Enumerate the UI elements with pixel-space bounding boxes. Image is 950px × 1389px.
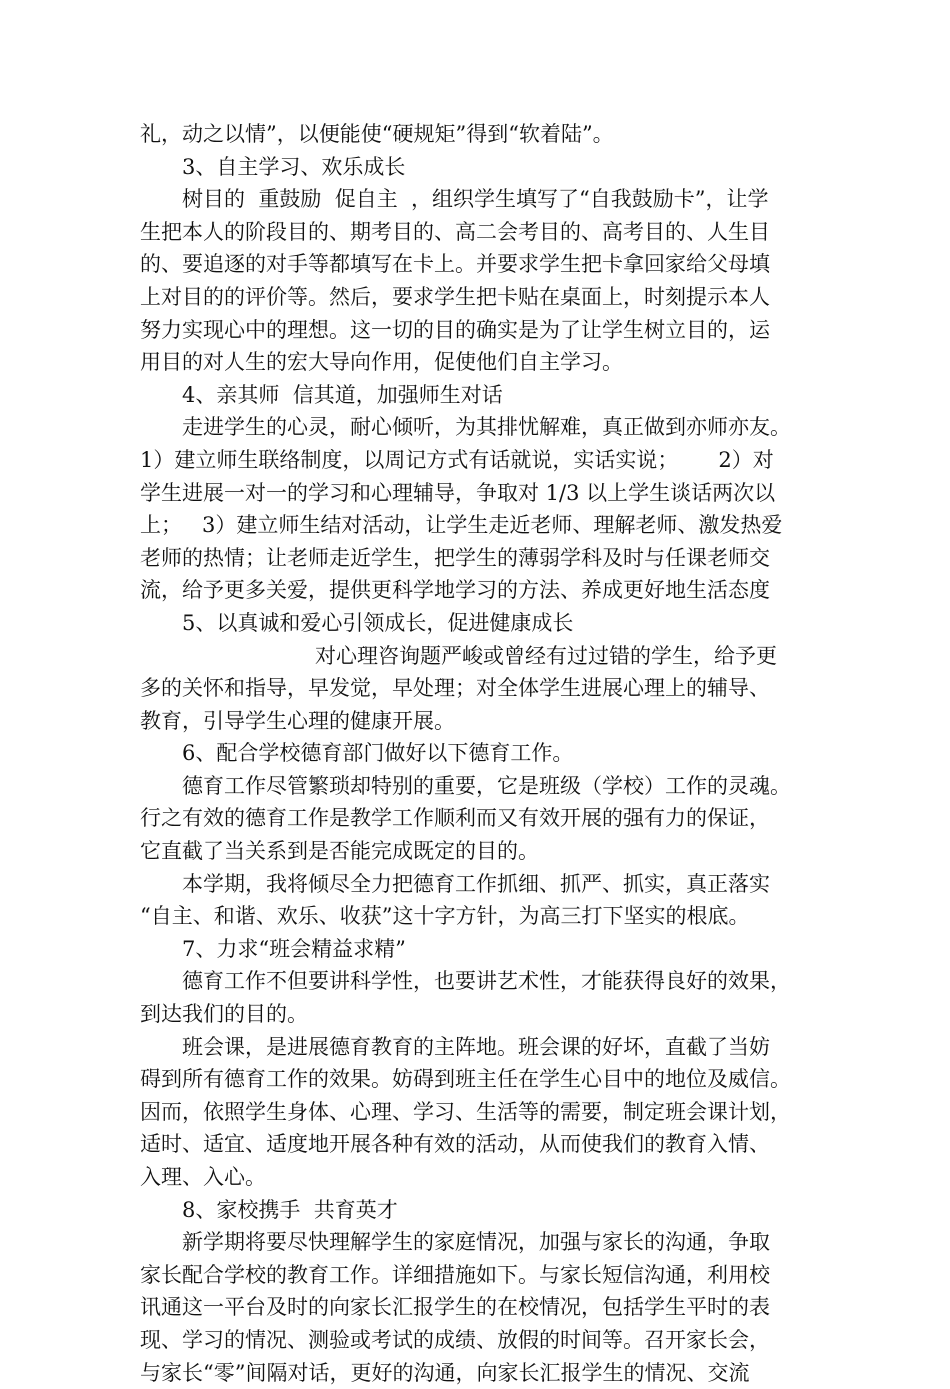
text-line: 适时、适宜、适度地开展各种有效的活动，从而使我们的教育入情、 — [140, 1132, 770, 1157]
text-line: 新学期将要尽快理解学生的家庭情况，加强与家长的沟通，争取 — [182, 1230, 770, 1255]
text-line: 对心理咨询题严峻或曾经有过过错的学生，给予更 — [315, 643, 777, 668]
document-body — [140, 118, 830, 1389]
text-line: 德育工作不但要讲科学性，也要讲艺术性，才能获得良好的效果， — [182, 969, 791, 994]
text-line: 上； 3）建立师生结对活动，让学生走近老师、理解老师、激发热爱 — [140, 513, 783, 538]
text-line: 流，给予更多关爱，提供更科学地学习的方法、养成更好地生活态度 — [140, 578, 770, 603]
text-line: 5、以真诚和爱心引领成长，促进健康成长 — [182, 610, 574, 635]
text-line: 礼，动之以情”，以便能使“硬规矩”得到“软着陆”。 — [140, 122, 614, 146]
text-line: 因而，依照学生身体、心理、学习、生活等的需要，制定班会课计划， — [140, 1099, 791, 1124]
text-line: 3、自主学习、欢乐成长 — [182, 154, 406, 179]
text-line: 生把本人的阶段目的、期考目的、高二会考目的、高考目的、人生目 — [140, 219, 770, 244]
text-line: 8、家校携手 共育英才 — [182, 1197, 398, 1222]
text-line: 用目的对人生的宏大导向作用，促使他们自主学习。 — [140, 350, 623, 375]
text-line: 多的关怀和指导，早发觉，早处理；对全体学生进展心理上的辅导、 — [140, 676, 770, 701]
text-line: 努力实现心中的理想。这一切的目的确实是为了让学生树立目的，运 — [140, 317, 770, 342]
text-line: 6、配合学校德育部门做好以下德育工作。 — [182, 741, 574, 766]
text-line: “自主、和谐、欢乐、收获”这十字方针，为高三打下坚实的根底。 — [140, 904, 750, 929]
text-line: 树目的 重鼓励 促自主 ，组织学生填写了“自我鼓励卡”，让学 — [182, 187, 769, 212]
text-line: 德育工作尽管繁琐却特别的重要，它是班级（学校）工作的灵魂。 — [182, 773, 791, 798]
text-line: 学生进展一对一的学习和心理辅导，争取对 1/3 以上学生谈话两次以 — [140, 480, 776, 505]
text-line: 上对目的的评价等。然后，要求学生把卡贴在桌面上，时刻提示本人 — [140, 284, 770, 309]
text-line: 教育，引导学生心理的健康开展。 — [140, 708, 455, 733]
text-line: 它直截了当关系到是否能完成既定的目的。 — [140, 839, 539, 864]
text-line: 7、力求“班会精益求精” — [182, 936, 406, 961]
text-line: 1）建立师生联络制度，以周记方式有话就说，实话实说； 2）对 — [140, 447, 774, 472]
text-line: 与家长“零”间隔对话，更好的沟通，向家长汇报学生的情况、交流 — [140, 1360, 750, 1385]
text-line: 班会课，是进展德育教育的主阵地。班会课的好坏，直截了当妨 — [182, 1034, 770, 1059]
text-line: 碍到所有德育工作的效果。妨碍到班主任在学生心目中的地位及威信。 — [140, 1067, 791, 1092]
text-line: 讯通这一平台及时的向家长汇报学生的在校情况，包括学生平时的表 — [140, 1295, 770, 1320]
text-line: 到达我们的目的。 — [140, 1002, 308, 1027]
text-line: 的、要追逐的对手等都填写在卡上。并要求学生把卡拿回家给父母填 — [140, 252, 770, 277]
text-line: 本学期，我将倾尽全力把德育工作抓细、抓严、抓实，真正落实 — [182, 871, 770, 896]
text-line: 4、亲其师 信其道，加强师生对话 — [182, 382, 503, 407]
text-line: 入理、入心。 — [140, 1165, 266, 1189]
text-line: 走进学生的心灵，耐心倾听，为其排忧解难，真正做到亦师亦友。 — [182, 415, 791, 440]
text-line: 行之有效的德育工作是教学工作顺利而又有效开展的强有力的保证， — [140, 806, 770, 831]
text-line: 现、学习的情况、测验或考试的成绩、放假的时间等。召开家长会， — [140, 1327, 770, 1352]
text-line: 家长配合学校的教育工作。详细措施如下。与家长短信沟通，利用校 — [140, 1262, 770, 1287]
text-line: 老师的热情；让老师走近学生，把学生的薄弱学科及时与任课老师交 — [140, 545, 770, 570]
